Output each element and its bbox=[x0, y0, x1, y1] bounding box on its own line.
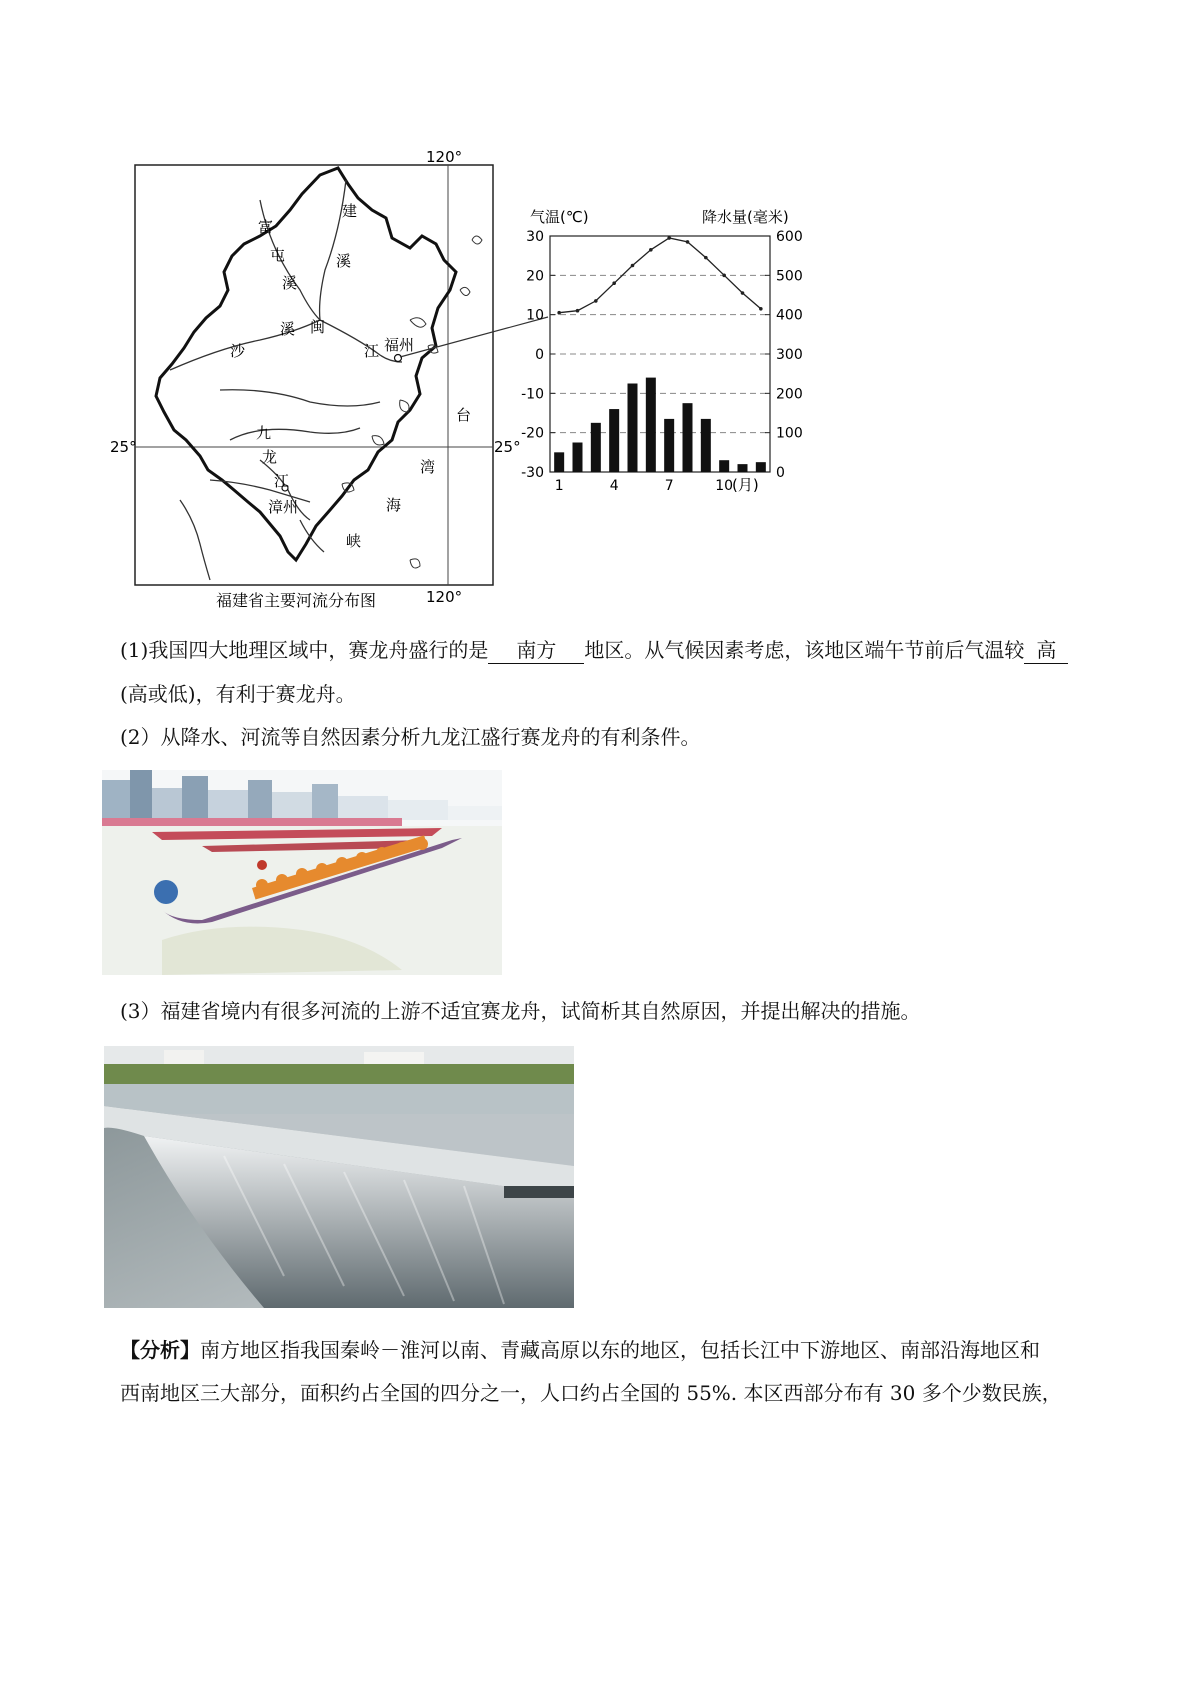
precip-tick-label: 400 bbox=[776, 307, 803, 324]
precip-bar-month-1 bbox=[554, 452, 564, 472]
climate-chart bbox=[521, 208, 803, 494]
jiulongjiang-char-3: 江 bbox=[274, 472, 290, 490]
temp-point-month-2 bbox=[576, 309, 580, 313]
shaxi-char-2: 溪 bbox=[280, 320, 296, 338]
temp-axis-title: 气温(℃) bbox=[530, 208, 589, 226]
precip-tick-label: 300 bbox=[776, 347, 803, 363]
jianxi-char-2: 溪 bbox=[336, 252, 352, 270]
q1-answer-2: 高 bbox=[1024, 637, 1068, 664]
analysis-line-1 bbox=[120, 1337, 1100, 1363]
q1-line-2: (高或低)，有利于赛龙舟。 bbox=[120, 682, 356, 706]
month-tick-label: 10 bbox=[715, 478, 734, 494]
upper-water bbox=[104, 1084, 574, 1114]
jian-river bbox=[320, 180, 346, 320]
month-tick-label: 7 bbox=[664, 478, 674, 494]
analysis-line-2: 西南地区三大部分，面积约占全国的四分之一，人口约占全国的 55%. 本区西部分布有 30 多个少数民族， bbox=[120, 1381, 1062, 1405]
fuzhou-city-dot bbox=[395, 355, 402, 362]
temp-point-month-10 bbox=[722, 274, 726, 278]
building bbox=[164, 1050, 204, 1066]
river-weir-photo bbox=[104, 1046, 574, 1308]
temp-point-month-8 bbox=[686, 240, 690, 244]
precip-bar-month-11 bbox=[738, 464, 748, 472]
south-branch bbox=[220, 390, 380, 406]
q1-prefix: (1)我国四大地理区域中，赛龙舟盛行的是 bbox=[120, 638, 489, 662]
chart-gridlines bbox=[550, 275, 770, 432]
precip-bar-month-8 bbox=[683, 403, 693, 472]
precip-bar-month-10 bbox=[719, 460, 729, 472]
question-3: (3）福建省境内有很多河流的上游不适宜赛龙舟，试简析其自然原因，并提出解决的措施。 bbox=[120, 999, 921, 1023]
weir-edge bbox=[504, 1186, 574, 1198]
futunxi-char-1: 富 bbox=[258, 218, 274, 236]
precip-bar-month-12 bbox=[756, 462, 766, 472]
temp-point-month-9 bbox=[704, 256, 708, 260]
question-2: (2）从降水、河流等自然因素分析九龙江盛行赛龙舟的有利条件。 bbox=[120, 725, 701, 749]
dragon-boat-photo bbox=[102, 770, 502, 975]
temp-point-month-4 bbox=[612, 281, 616, 285]
temp-tick-label: -10 bbox=[521, 386, 544, 403]
riverbank-banner bbox=[102, 818, 402, 826]
precip-bar-month-2 bbox=[573, 443, 583, 473]
precip-axis-title: 降水量(毫米) bbox=[702, 208, 789, 226]
precip-tick-label: 100 bbox=[776, 425, 803, 442]
fujian-river-map bbox=[110, 140, 830, 620]
strait-char-1: 台 bbox=[456, 406, 472, 424]
precip-bar-month-6 bbox=[646, 378, 656, 472]
temp-tick-label: 30 bbox=[526, 229, 544, 245]
dragon-head bbox=[154, 880, 178, 904]
minjiang-char-1: 闽 bbox=[310, 318, 326, 336]
jiulongjiang-char-1: 九 bbox=[256, 424, 272, 442]
analysis-tag: 【分析】 bbox=[120, 1338, 200, 1362]
x-unit-label: (月) bbox=[732, 476, 759, 494]
coast-islands bbox=[342, 236, 482, 568]
strait-char-4: 峡 bbox=[346, 532, 362, 550]
jianxi-char-1: 建 bbox=[342, 202, 358, 220]
strait-char-2: 湾 bbox=[420, 458, 436, 476]
temp-tick-label: -30 bbox=[521, 465, 544, 481]
lon-bottom-label: 120° bbox=[426, 588, 463, 606]
minjiang-char-2: 江 bbox=[364, 342, 380, 360]
jiulongjiang-char-2: 龙 bbox=[262, 448, 278, 466]
temp-point-month-6 bbox=[649, 248, 653, 252]
precip-bar-month-3 bbox=[591, 423, 601, 472]
riverbank bbox=[104, 1064, 574, 1084]
q1-mid: 地区。从气候因素考虑，该地区端午节前后气温较 bbox=[584, 638, 1025, 662]
temp-tick-label: 0 bbox=[535, 347, 544, 363]
temp-point-month-3 bbox=[594, 299, 598, 303]
analysis-text-1: 南方地区指我国秦岭－淮河以南、青藏高原以东的地区，包括长江中下游地区、南部沿海地区和 bbox=[200, 1338, 1040, 1362]
precip-bar-month-7 bbox=[664, 419, 674, 472]
fuzhou-label: 福州 bbox=[384, 336, 415, 354]
temp-point-month-11 bbox=[741, 291, 745, 295]
temp-point-month-12 bbox=[759, 307, 763, 311]
precip-bar-month-4 bbox=[609, 409, 619, 472]
lat-right-label: 25° bbox=[494, 438, 521, 456]
lat-left-label: 25° bbox=[110, 438, 137, 456]
month-tick-label: 1 bbox=[554, 478, 564, 494]
temp-point-month-1 bbox=[557, 311, 561, 315]
precip-tick-label: 200 bbox=[776, 386, 803, 403]
month-tick-label: 4 bbox=[609, 478, 619, 494]
question-1-line-1 bbox=[120, 637, 1100, 664]
precip-tick-label: 600 bbox=[776, 229, 803, 245]
precip-bar-month-9 bbox=[701, 419, 711, 472]
precip-tick-label: 0 bbox=[776, 465, 785, 481]
shaxi-char-1: 沙 bbox=[230, 342, 246, 360]
q1-answer-1: 南方 bbox=[488, 637, 584, 664]
temp-point-month-7 bbox=[667, 236, 671, 240]
temp-tick-label: 20 bbox=[526, 268, 544, 285]
zhangzhou-label: 漳州 bbox=[268, 498, 299, 516]
futunxi-char-3: 溪 bbox=[282, 274, 298, 292]
temp-point-month-5 bbox=[631, 264, 635, 268]
precip-tick-label: 500 bbox=[776, 268, 803, 285]
map-frame bbox=[135, 165, 493, 585]
map-caption: 福建省主要河流分布图 bbox=[216, 591, 377, 610]
futunxi-char-2: 屯 bbox=[270, 246, 286, 264]
lon-top-label: 120° bbox=[426, 148, 463, 166]
precip-bar-month-5 bbox=[628, 384, 638, 473]
strait-char-3: 海 bbox=[386, 496, 402, 514]
temp-tick-label: -20 bbox=[521, 425, 544, 442]
temp-tick-label: 10 bbox=[526, 307, 544, 324]
river-network bbox=[170, 180, 402, 580]
